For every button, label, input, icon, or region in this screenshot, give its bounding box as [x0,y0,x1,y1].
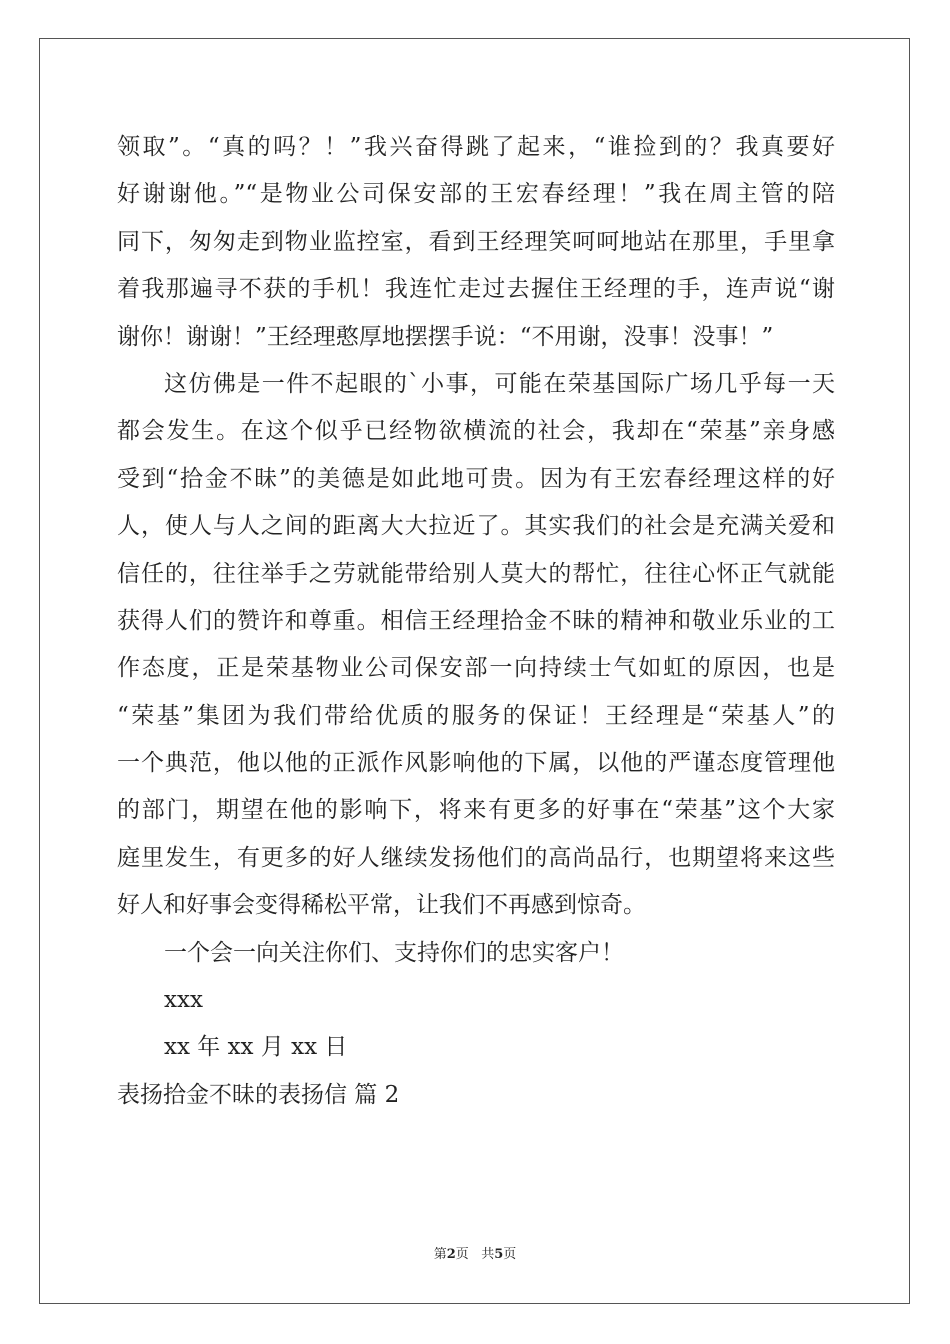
paragraph-line: 一个典范，他以他的正派作风影响他的下属，以他的严谨态度管理他 [117,750,835,777]
paragraph-line: 受到“拾金不昧”的美德是如此地可贵。因为有王宏春经理这样的好 [117,465,835,492]
section-heading: 表扬拾金不昧的表扬信 篇 2 [117,1081,400,1108]
paragraph-line: 人，使人与人之间的距离大大拉近了。其实我们的社会是充满关爱和 [117,513,835,540]
paragraph-line: 谢你！谢谢！”王经理憨厚地摆摆手说：“不用谢，没事！没事！” [117,323,774,350]
closing-line: 一个会一向关注你们、支持你们的忠实客户！ [164,939,624,966]
paragraph-line: 好谢谢他。”“是物业公司保安部的王宏春经理！”我在周主管的陪 [117,181,835,208]
signature-name: xxx [164,987,203,1014]
paragraph-line: “荣基”集团为我们带给优质的服务的保证！王经理是“荣基人”的 [117,702,835,729]
paragraph-line: 作态度，正是荣基物业公司保安部一向持续士气如虹的原因，也是 [117,655,835,682]
page-current: 2 [446,1247,456,1262]
paragraph-line: 信任的，往往举手之劳就能带给别人莫大的帮忙，往往心怀正气就能 [117,560,835,587]
paragraph-line: 都会发生。在这个似乎已经物欲横流的社会，我却在“荣基”亲身感 [117,418,835,445]
paragraph-line: 领取”。“真的吗？！”我兴奋得跳了起来，“谁捡到的？我真要好 [117,134,835,160]
paragraph-line: 好人和好事会变得稀松平常，让我们不再感到惊奇。 [117,892,646,919]
page-prefix: 第 [433,1247,447,1262]
paragraph-line: 同下，匆匆走到物业监控室，看到王经理笑呵呵地站在那里，手里拿 [117,228,835,255]
page-suffix: 页 [503,1247,517,1262]
paragraph-line: 的部门，期望在他的影响下，将来有更多的好事在“荣基”这个大家 [117,797,835,824]
paragraph-line: 庭里发生，有更多的好人继续发扬他们的高尚品行，也期望将来这些 [117,844,835,871]
signature-date: xx 年 xx 月 xx 日 [164,1034,348,1061]
paragraph-line: 获得人们的赞许和尊重。相信王经理拾金不昧的精神和敬业乐业的工 [117,607,835,634]
paragraph-line: 这仿佛是一件不起眼的`小事，可能在荣基国际广场几乎每一天 [164,370,835,397]
paragraph-line: 着我那遍寻不获的手机！我连忙走过去握住王经理的手，连声说“谢 [117,276,835,303]
page-mid: 页 共 [455,1247,495,1262]
page-total: 5 [494,1247,504,1262]
document-body [117,124,835,1119]
page-footer [0,1246,950,1264]
